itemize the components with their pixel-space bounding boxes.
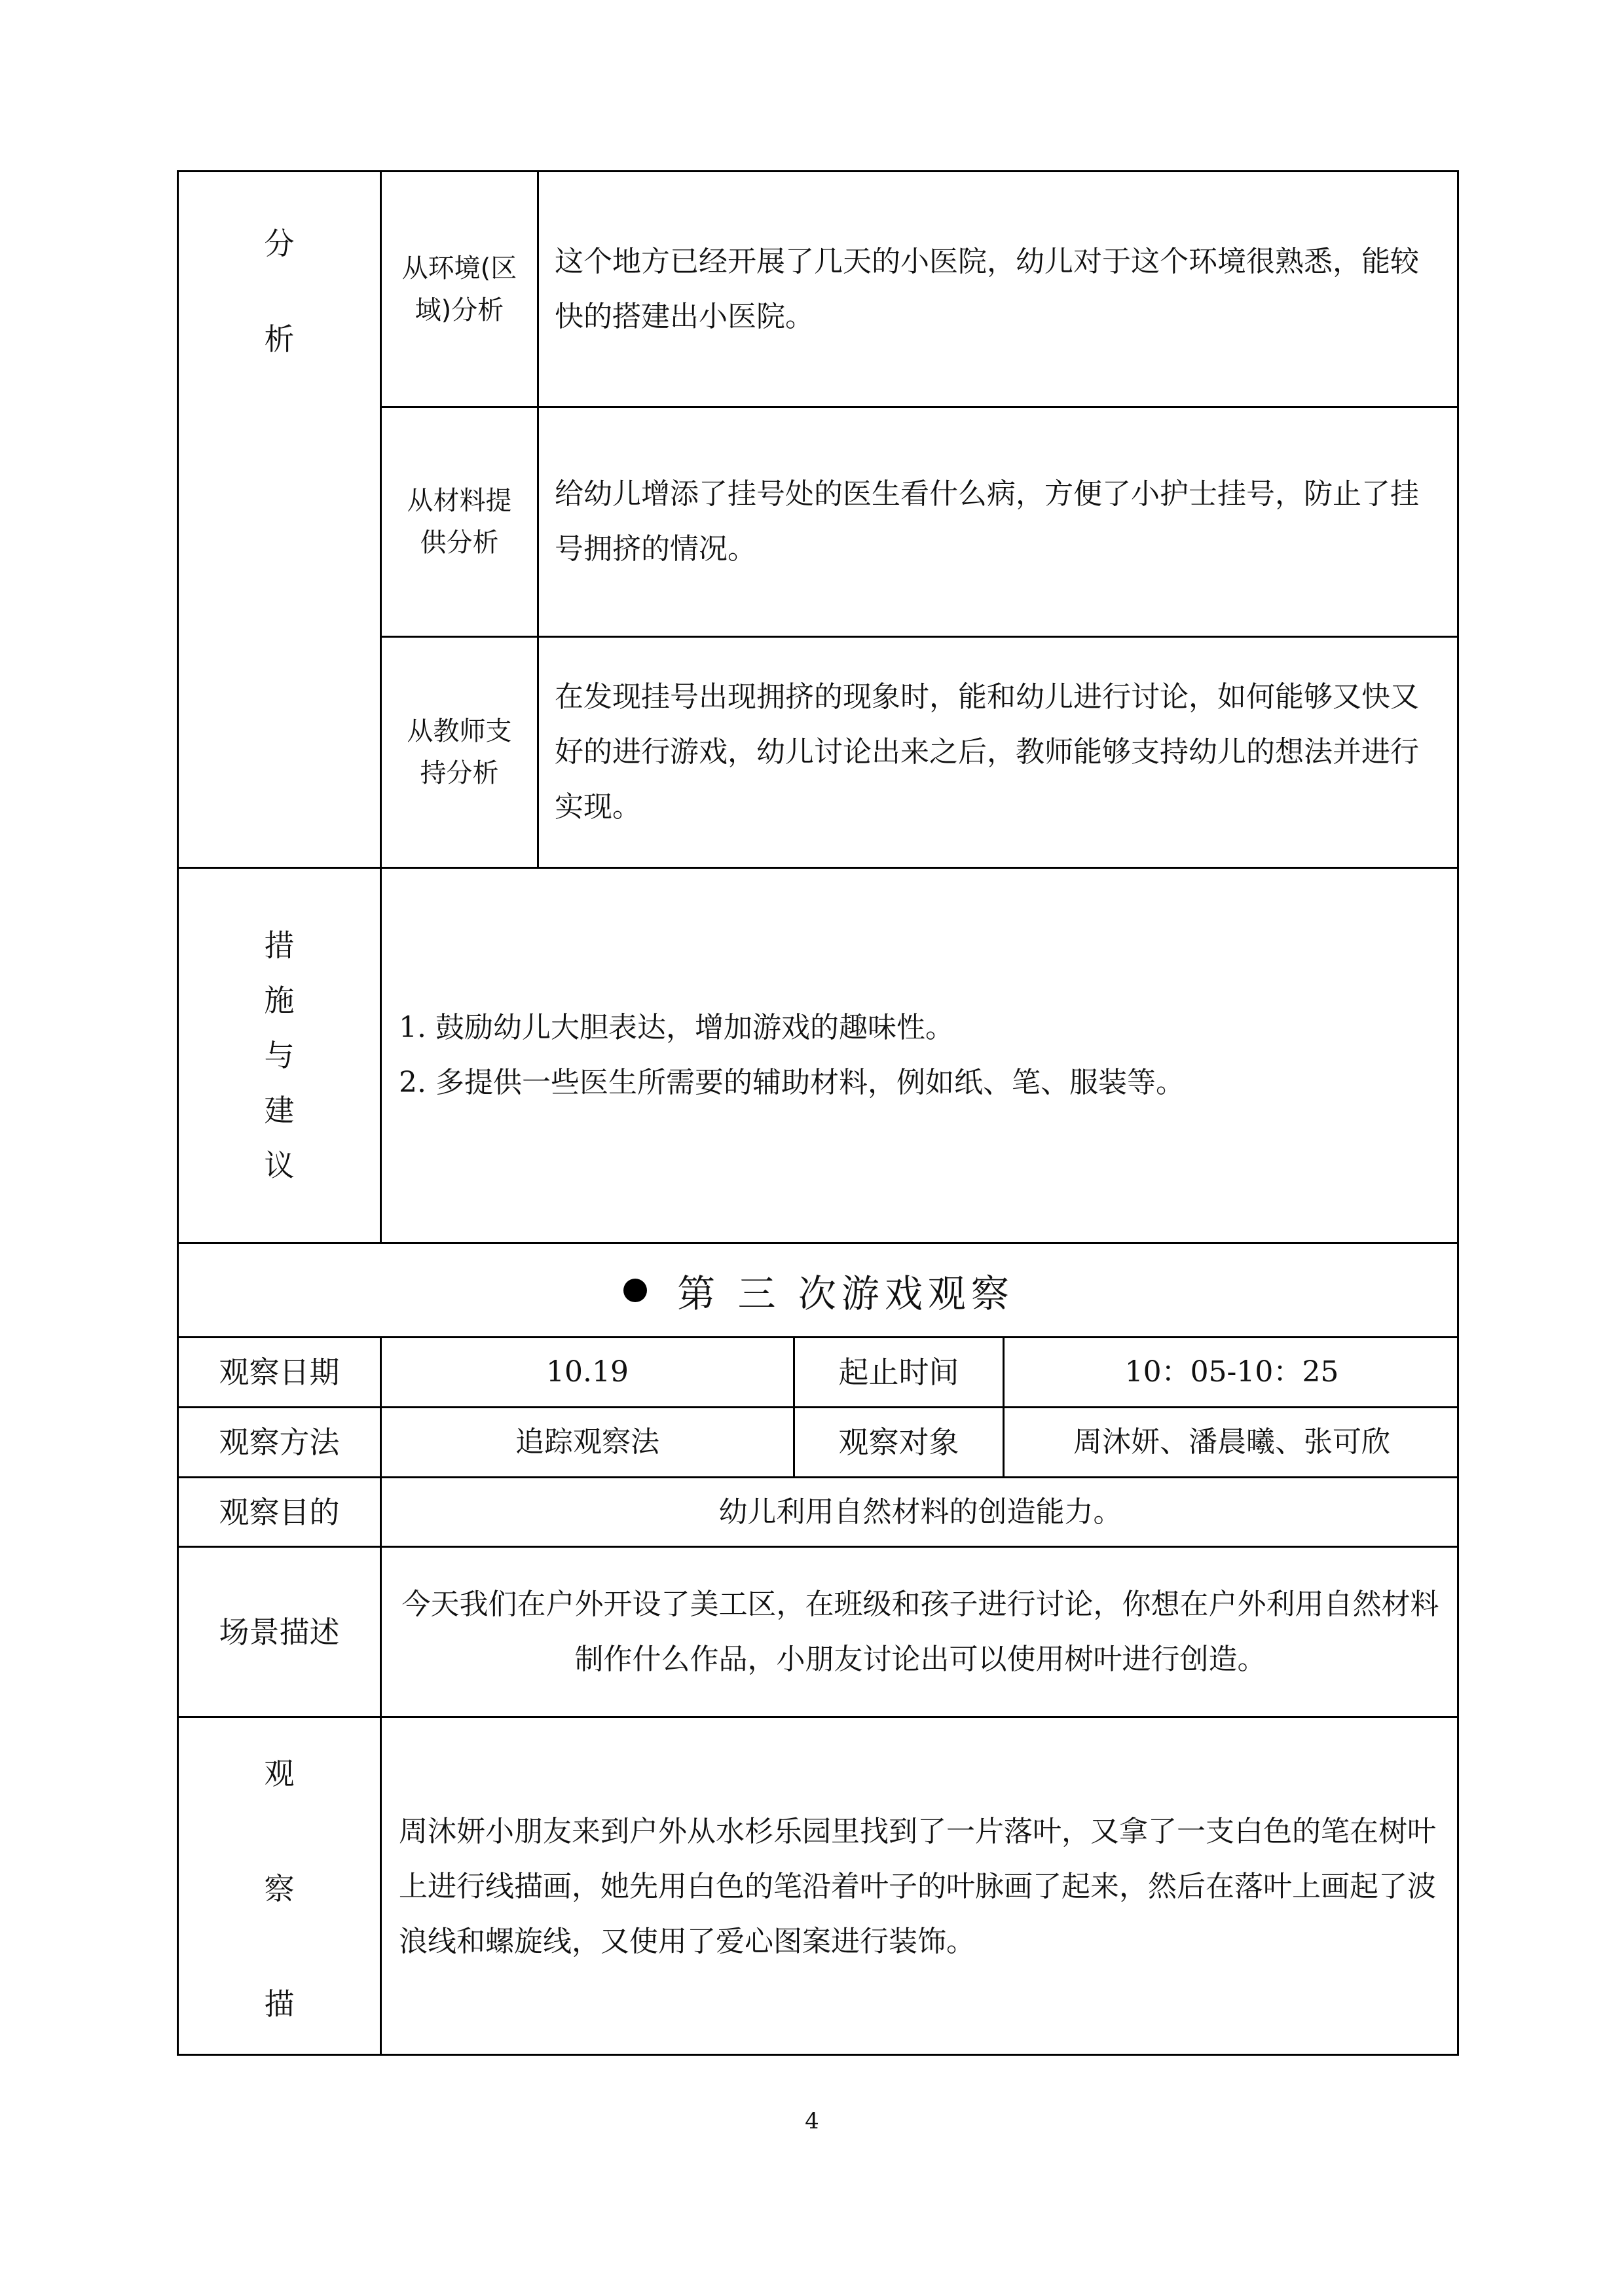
measures-list <box>382 869 1459 1242</box>
analysis-label-char: 分 <box>264 225 295 261</box>
analysis-env-label: 从环境(区域)分析 <box>401 253 517 325</box>
method-value: 追踪观察法 <box>515 1425 659 1459</box>
scene-value: 今天我们在户外开设了美工区，在班级和孩子进行讨论，你想在户外利用自然材料制作什么作品，小朋友讨论出可以使用树叶进行创造。 <box>401 1587 1439 1676</box>
analysis-material-label: 从材料提供分析 <box>407 486 512 558</box>
analysis-label-char: 析 <box>264 321 295 357</box>
time-value: 10：05-10：25 <box>1124 1355 1339 1389</box>
observation-table <box>177 170 1459 2056</box>
purpose-value: 幼儿利用自然材料的创造能力。 <box>718 1495 1122 1529</box>
measure-item: 2. 多提供一些医生所需要的辅助材料，例如纸、笔、服装等。 <box>399 1066 1185 1099</box>
analysis-teacher-label: 从教师支持分析 <box>407 716 512 788</box>
analysis-material-text: 给幼儿增添了挂号处的医生看什么病，方便了小护士挂号，防止了挂号拥挤的情况。 <box>555 477 1419 566</box>
measures-label: 措 施 与 建 议 <box>264 928 295 1183</box>
analysis-env-text: 这个地方已经开展了几天的小医院，幼儿对于这个环境很熟悉，能较快的搭建出小医院。 <box>555 244 1419 333</box>
analysis-teacher-text: 在发现挂号出现拥挤的现象时，能和幼儿进行讨论，如何能够又快又好的进行游戏，幼儿讨论出来之后，教师能够支持幼儿的想法并进行实现。 <box>555 680 1419 824</box>
method-label: 观察方法 <box>219 1425 340 1460</box>
date-label: 观察日期 <box>219 1355 340 1390</box>
scene-label: 场景描述 <box>219 1614 340 1650</box>
bullet-icon <box>623 1279 647 1302</box>
description-value: 周沐妍小朋友来到户外从水杉乐园里找到了一片落叶，又拿了一支白色的笔在树叶上进行线描画，她先用白色的笔沿着叶子的叶脉画了起来，然后在落叶上画起了波浪线和螺旋线，又使用了爱心图案进行装饰。 <box>399 1815 1436 1958</box>
analysis-group-label <box>179 172 380 406</box>
target-value: 周沐妍、潘晨曦、张可欣 <box>1073 1425 1390 1459</box>
time-label: 起止时间 <box>838 1355 959 1390</box>
section-title: 第 三 次游戏观察 <box>179 1244 1459 1336</box>
measure-item: 1. 鼓励幼儿大胆表达，增加游戏的趣味性。 <box>399 1011 954 1044</box>
target-label: 观察对象 <box>838 1425 959 1460</box>
purpose-label: 观察目的 <box>219 1494 340 1530</box>
date-value: 10.19 <box>546 1355 629 1389</box>
description-label: 观 察 描 <box>264 1756 295 2022</box>
page-number: 4 <box>805 2108 819 2134</box>
